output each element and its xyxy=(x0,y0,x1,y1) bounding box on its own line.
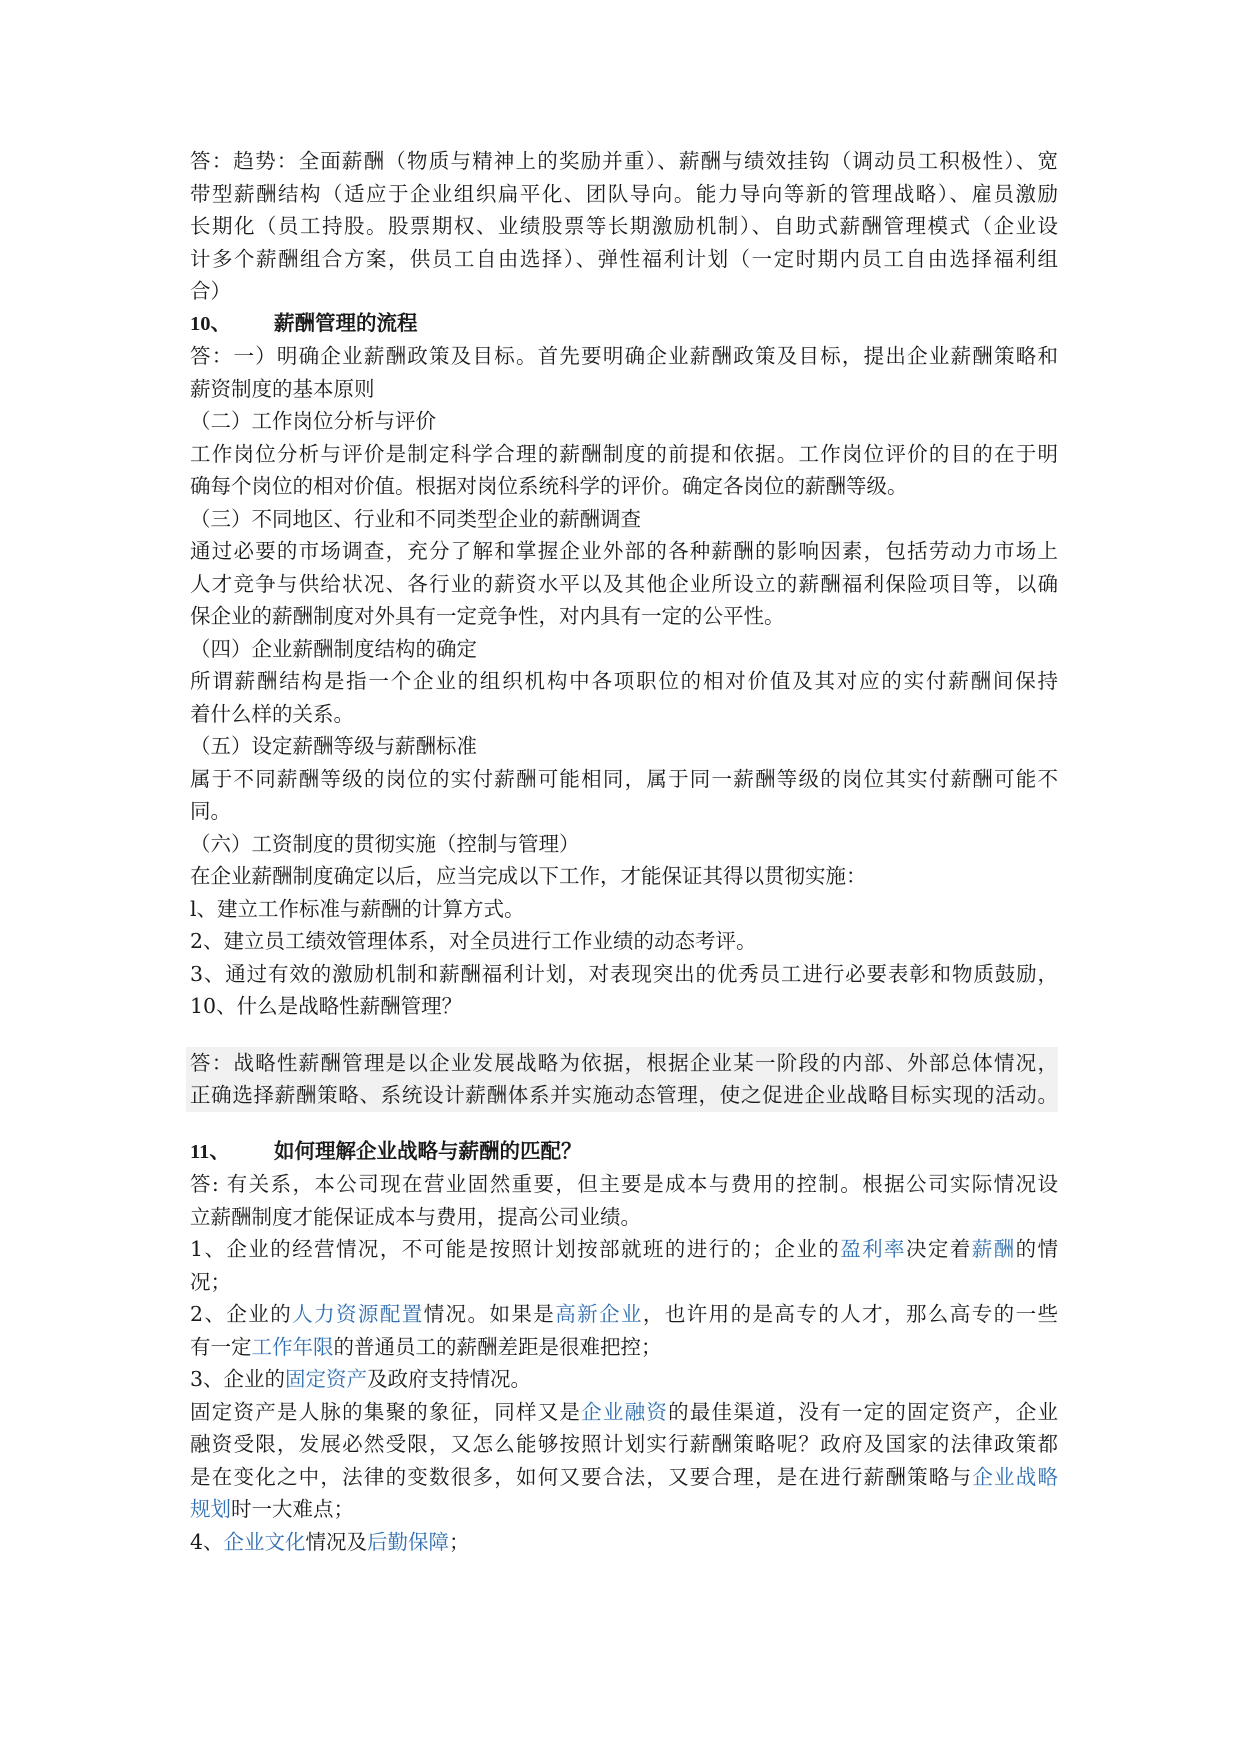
text-line: 合） xyxy=(190,279,231,303)
text-line xyxy=(190,1493,1058,1526)
text-span: 有一定 xyxy=(190,1334,252,1359)
text-line: l、建立工作标准与薪酬的计算方式。 xyxy=(190,896,525,921)
text-span: ； xyxy=(449,1529,470,1554)
text-line: （六）工资制度的贯彻实施（控制与管理） xyxy=(190,831,580,856)
text-span: 时一大难点； xyxy=(231,1497,354,1521)
text-line: 所谓薪酬结构是指一个企业的组织机构中各项职位的相对价值及其对应的实付薪酬间保持 xyxy=(190,669,1058,693)
text-line xyxy=(190,1461,1058,1494)
answer-11-block xyxy=(190,1168,1058,1558)
document-page xyxy=(190,145,1058,1558)
text-line xyxy=(190,1233,1058,1266)
spacer xyxy=(190,1112,1058,1136)
link-high-tech-enterprise[interactable]: 高新企业 xyxy=(555,1302,643,1326)
text-span: 的普通员工的薪酬差距是很难把控； xyxy=(333,1334,662,1359)
text-line: 计多个薪酬组合方案，供员工自由选择）、弹性福利计划（一定时期内员工自由选择福利组 xyxy=(190,246,1058,271)
text-line: 工作岗位分析与评价是制定科学合理的薪酬制度的前提和依据。工作岗位评价的目的在于明 xyxy=(190,441,1058,466)
text-line: （五）设定薪酬等级与薪酬标准 xyxy=(190,734,477,758)
link-logistics-support[interactable]: 后勤保障 xyxy=(367,1529,450,1554)
link-corporate-culture[interactable]: 企业文化 xyxy=(223,1529,306,1554)
text-line: 长期化（员工持股。股票期权、业绩股票等长期激励机制）、自助式薪酬管理模式（企业设 xyxy=(190,214,1058,238)
question-title: 如何理解企业战略与薪酬的匹配？ xyxy=(274,1140,582,1163)
text-line xyxy=(190,1526,1058,1559)
text-line: 同。 xyxy=(190,799,231,823)
answer-10-block xyxy=(190,340,1058,1023)
text-line: 答：一）明确企业薪酬政策及目标。首先要明确企业薪酬政策及目标，提出企业薪酬策略和 xyxy=(190,344,1058,368)
text-line: 薪资制度的基本原则 xyxy=(190,376,375,401)
text-line: 正确选择薪酬策略、系统设计薪酬体系并实施动态管理，使之促进企业战略目标实现的活动。 xyxy=(190,1083,1058,1107)
text-span: 是在变化之中，法律的变数很多，如何又要合法，又要合理，是在进行薪酬策略与 xyxy=(190,1464,973,1489)
link-profit-rate[interactable]: 盈利率 xyxy=(840,1237,906,1261)
question-title: 薪酬管理的流程 xyxy=(274,312,418,335)
text-span: 情况及 xyxy=(305,1529,368,1554)
text-line: 答：战略性薪酬管理是以企业发展战略为依据，根据企业某一阶段的内部、外部总体情况， xyxy=(190,1050,1058,1075)
text-line: 保企业的薪酬制度对外具有一定竞争性，对内具有一定的公平性。 xyxy=(190,604,785,628)
text-line: 通过必要的市场调查，充分了解和掌握企业外部的各种薪酬的影响因素，包括劳动力市场上 xyxy=(190,539,1058,563)
text-span: 情况。如果是 xyxy=(423,1302,556,1326)
text-line xyxy=(190,1396,1058,1429)
strategic-answer-box xyxy=(186,1047,1058,1112)
text-line: 确每个岗位的相对价值。根据对岗位系统科学的评价。确定各岗位的薪酬等级。 xyxy=(190,474,908,498)
text-line xyxy=(190,1298,1058,1331)
link-enterprise-financing[interactable]: 企业融资 xyxy=(581,1399,669,1424)
link-planning[interactable]: 规划 xyxy=(190,1497,231,1521)
text-span: 的情 xyxy=(1015,1237,1058,1261)
text-span: 固定资产是人脉的集聚的象征，同样又是 xyxy=(190,1399,582,1424)
text-line: 着什么样的关系。 xyxy=(190,701,354,726)
question-11-heading xyxy=(190,1136,1058,1169)
answer-9-block xyxy=(190,145,1058,308)
text-line: （二）工作岗位分析与评价 xyxy=(190,409,436,433)
text-span: ，也许用的是高专的人才，那么高专的一些 xyxy=(642,1302,1058,1326)
text-span: 2、企业的 xyxy=(190,1302,293,1326)
text-line xyxy=(190,1331,1058,1364)
text-line xyxy=(190,1363,1058,1396)
question-number: 11、 xyxy=(190,1140,230,1163)
text-span: 1、企业的经营情况，不可能是按照计划按部就班的进行的；企业的 xyxy=(190,1237,841,1261)
link-fixed-assets[interactable]: 固定资产 xyxy=(285,1367,368,1391)
text-line: 3、通过有效的激励机制和薪酬福利计划，对表现突出的优秀员工进行必要表彰和物质鼓励， xyxy=(190,961,1058,986)
text-line: 10、什么是战略性薪酬管理？ xyxy=(190,994,463,1018)
text-line: 属于不同薪酬等级的岗位的实付薪酬可能相同，属于同一薪酬等级的岗位其实付薪酬可能不 xyxy=(190,766,1058,791)
text-line: 立薪酬制度才能保证成本与费用，提高公司业绩。 xyxy=(190,1204,641,1229)
text-span: 的最佳渠道，没有一定的固定资产，企业 xyxy=(668,1399,1059,1424)
text-span: 及政府支持情况。 xyxy=(367,1367,532,1391)
link-working-years[interactable]: 工作年限 xyxy=(251,1334,334,1359)
text-line: 带型薪酬结构（适应于企业组织扁平化、团队导向。能力导向等新的管理战略）、雇员激励 xyxy=(190,181,1058,206)
text-line: 融资受限，发展必然受限，又怎么能够按照计划实行薪酬策略呢？政府及国家的法律政策都 xyxy=(190,1432,1058,1456)
text-span: 4、 xyxy=(190,1529,224,1554)
text-line: 在企业薪酬制度确定以后，应当完成以下工作，才能保证其得以贯彻实施： xyxy=(190,864,867,888)
text-span: 3、企业的 xyxy=(190,1367,286,1391)
text-line: 答：趋势：全面薪酬（物质与精神上的奖励并重）、薪酬与绩效挂钩（调动员工积极性）、宽 xyxy=(190,149,1058,173)
question-number: 10、 xyxy=(190,312,231,335)
link-enterprise-strategy[interactable]: 企业战略 xyxy=(972,1464,1059,1489)
link-salary[interactable]: 薪酬 xyxy=(971,1237,1016,1261)
link-hr-allocation[interactable]: 人力资源配置 xyxy=(292,1302,424,1326)
question-10-heading xyxy=(190,308,1058,341)
spacer xyxy=(190,1023,1058,1047)
text-line: 答: 有关系，本公司现在营业固然重要，但主要是成本与费用的控制。根据公司实际情况设 xyxy=(190,1172,1058,1196)
text-line: （三）不同地区、行业和不同类型企业的薪酬调查 xyxy=(190,506,641,531)
text-line: 况； xyxy=(190,1269,231,1294)
text-span: 决定着 xyxy=(905,1237,972,1261)
text-line: 2、建立员工绩效管理体系，对全员进行工作业绩的动态考评。 xyxy=(190,929,757,953)
text-line: 人才竞争与供给状况、各行业的薪资水平以及其他企业所设立的薪酬福利保险项目等，以确 xyxy=(190,571,1058,596)
text-line: （四）企业薪酬制度结构的确定 xyxy=(190,636,477,661)
